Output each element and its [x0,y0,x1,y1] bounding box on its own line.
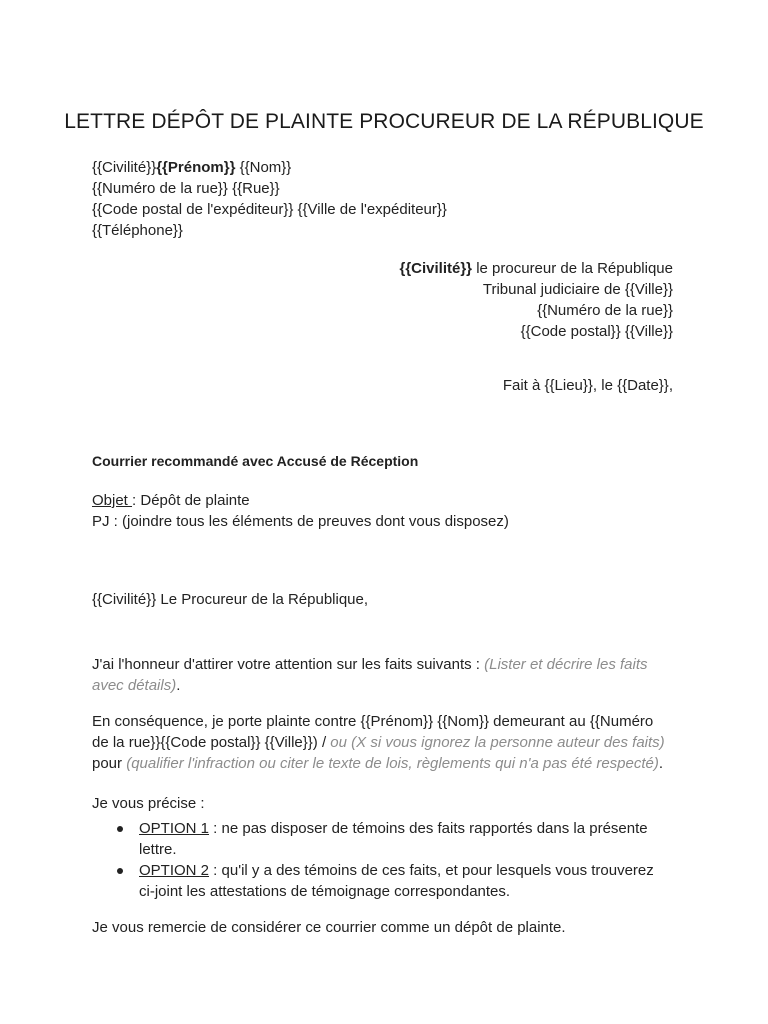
option-2-text2: ci-joint les attestations de témoignage correspondantes. [139,883,511,900]
sender-nom: {{Nom}} [239,159,292,176]
recommande-notice: Courrier recommandé avec Accusé de Réception [92,453,419,469]
pj-line [92,511,509,532]
paragraph-precise: Je vous précise : [92,795,205,812]
paragraph-faits-hint1: (Lister et décrire les faits [484,656,648,673]
sender-ville: {{Ville de l'expéditeur}} [297,201,447,218]
option-2-line1 [139,860,692,881]
option-2-text1: : qu'il y a des témoins de ces faits, et pour lesquels vous trouverez [209,862,654,879]
plainte-prenom: {{Prénom}} [360,713,434,730]
date-value: {{Date}} [617,377,669,394]
sender-civilite: {{Civilité}} [92,159,157,176]
paragraph-faits-text: J'ai l'honneur d'attirer votre attention sur les faits suivants : [92,656,485,673]
recipient-tribunal-line [399,279,673,300]
list-item-option-1 [92,818,692,860]
recipient-tribunal-ville: {{Ville}} [624,281,673,298]
plainte-numero-l2: de la rue}} [92,734,161,751]
pj-label: PJ : [92,513,123,530]
date-line [503,375,673,396]
recipient-city-line [399,321,673,342]
bullet-icon [117,868,123,874]
date-prefix: Fait à [502,377,545,394]
paragraph-faits-hint2: avec détails) [92,677,177,694]
bullet-icon [117,826,123,832]
sender-city-line [92,199,447,220]
plainte-pour: pour [92,755,127,772]
paragraph-faits-line2 [92,675,682,696]
sender-code-postal: {{Code postal de l'expéditeur}} [92,201,294,218]
paragraph-plainte-line1 [92,711,682,732]
recipient-title-line [399,258,673,279]
plainte-slash: ) / [312,734,331,751]
sender-numero-rue: {{Numéro de la rue}} [92,180,228,197]
option-1-text2: lettre. [139,841,177,858]
sender-name-line [92,157,447,178]
plainte-end: . [658,755,664,772]
options-list [92,818,692,902]
plainte-ou: ou [330,734,347,751]
objet-line [92,490,509,511]
option-2-label: OPTION 2 [139,862,210,879]
plainte-text-a: En conséquence, je porte plainte contre [92,713,361,730]
option-1-line1 [139,818,692,839]
recipient-numero-rue: {{Numéro de la rue}} [537,302,673,319]
plainte-hint1: (X si vous ignorez la personne auteur des faits) [346,734,665,751]
paragraph-faits-end: . [176,677,181,694]
objet-sep: : [132,492,141,509]
paragraph-plainte-line2 [92,732,682,753]
plainte-nom: {{Nom}} [437,713,489,730]
plainte-numero-l1: {{Numéro [589,713,654,730]
sender-telephone: {{Téléphone}} [92,222,183,239]
plainte-text-c: demeurant au [488,713,590,730]
plainte-code-postal: {{Code postal}} [160,734,261,751]
recipient-code-postal: {{Code postal}} [520,323,621,340]
recipient-ville: {{Ville}} [624,323,673,340]
plainte-hint2: (qualifier l'infraction ou citer le texte de lois, règlements qui n'a pas été respecté) [126,755,659,772]
sender-address [92,157,447,241]
option-1-label: OPTION 1 [139,820,210,837]
list-item-option-2 [92,860,692,902]
paragraph-faits-line1 [92,654,682,675]
plainte-ville: {{Ville}} [264,734,313,751]
option-1-text1: : ne pas disposer de témoins des faits rapportés dans la présente [209,820,648,837]
recipient-civilite: {{Civilité}} [399,260,473,277]
letter-title: LETTRE DÉPÔT DE PLAINTE PROCUREUR DE LA RÉPUBLIQUE [64,110,704,133]
salutation-civilite: {{Civilité}} [92,591,157,608]
sender-rue: {{Rue}} [232,180,280,197]
recipient-address [399,258,673,342]
objet-label: Objet [92,492,133,509]
sender-street-line [92,178,447,199]
date-mid: , le [592,377,618,394]
salutation-text: Le Procureur de la République, [156,591,369,608]
recipient-title: le procureur de la République [472,260,673,277]
recipient-tribunal-prefix: Tribunal judiciaire de [482,281,625,298]
paragraph-faits [92,654,682,696]
paragraph-plainte-line3 [92,753,682,774]
salutation [92,589,368,610]
date-lieu: {{Lieu}} [544,377,593,394]
objet-section [92,490,509,532]
objet-value: Dépôt de plainte [140,492,250,509]
date-suffix: , [668,377,673,394]
sender-prenom: {{Prénom}} [156,159,236,176]
paragraph-remerciement: Je vous remercie de considérer ce courrier comme un dépôt de plainte. [92,919,566,936]
pj-value: (joindre tous les éléments de preuves dont vous disposez) [122,513,509,530]
paragraph-plainte [92,711,682,774]
